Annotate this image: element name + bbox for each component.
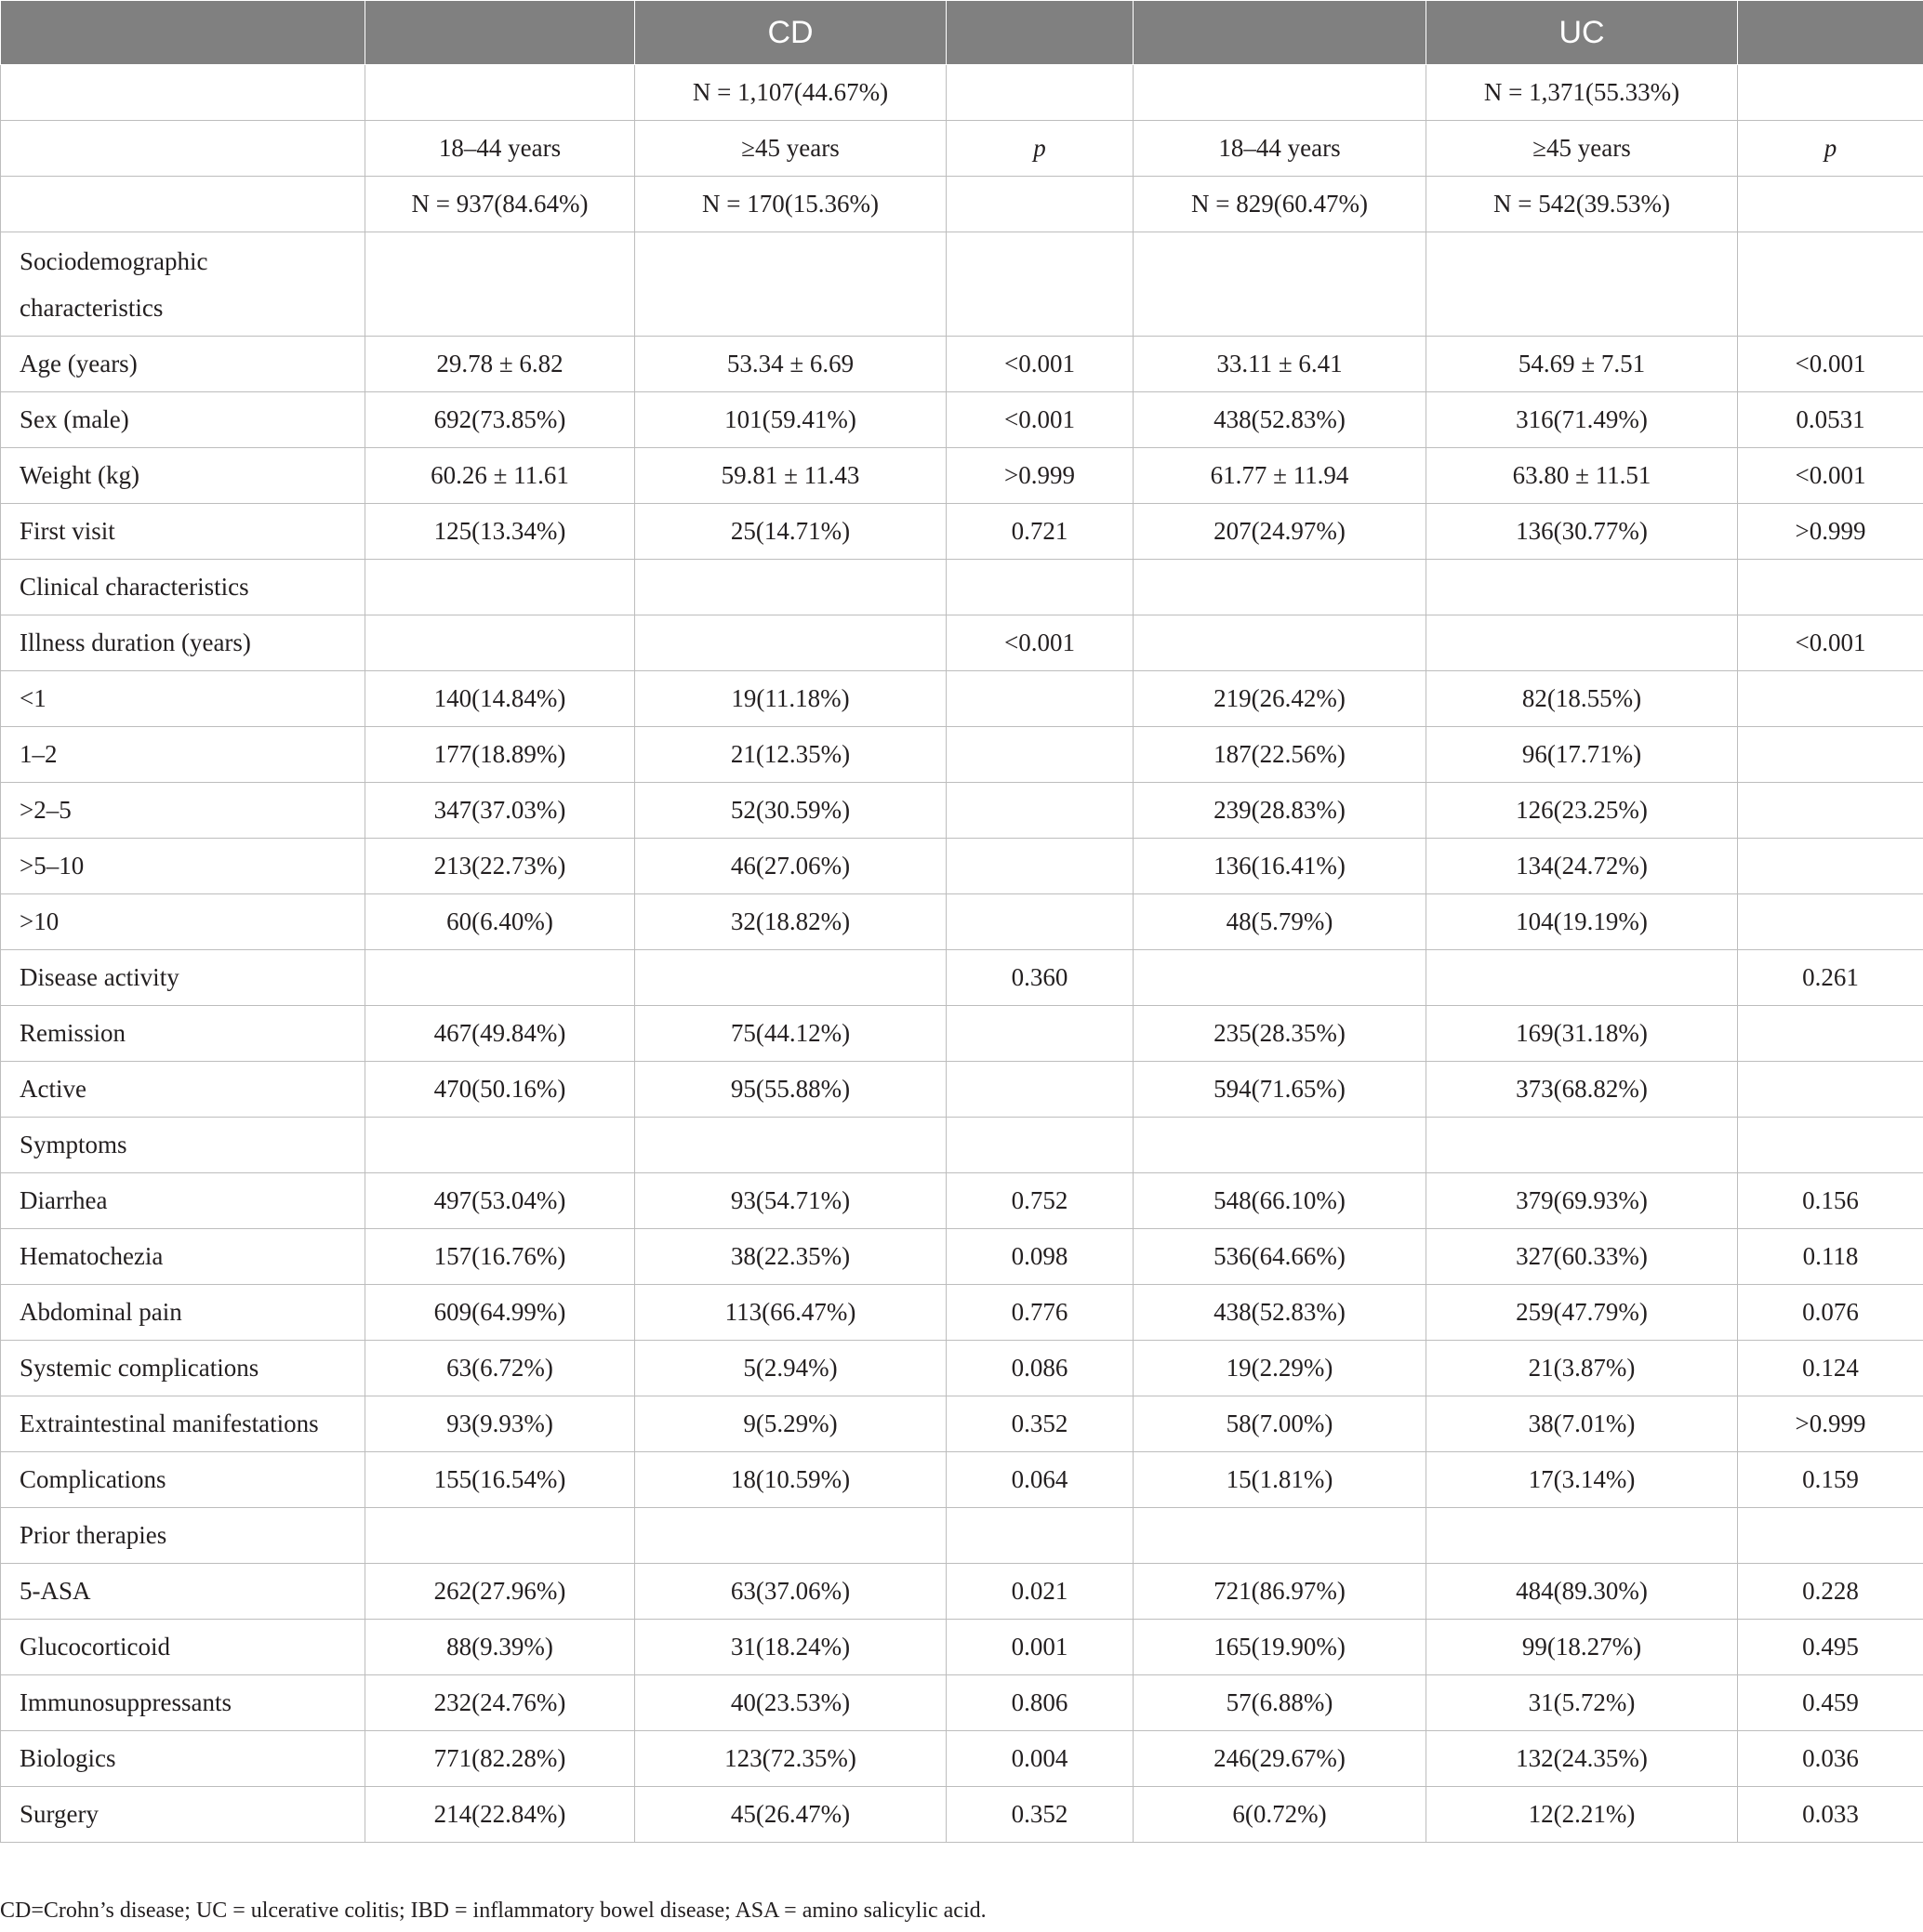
table-row [1,1173,1923,1229]
cd-old-value: 21(12.35%) [635,727,947,783]
uc-old-value: 373(68.82%) [1426,1062,1738,1118]
cd-young-value: 60.26 ± 11.61 [365,448,635,504]
uc-young-n: N = 829(60.47%) [1134,177,1426,232]
uc-p-value: 0.459 [1738,1675,1923,1731]
uc-p-value: 0.033 [1738,1787,1923,1843]
uc-old-value [1426,560,1738,615]
cd-p-value: 0.360 [947,950,1134,1006]
cd-old-value: 101(59.41%) [635,392,947,448]
uc-p-value [1738,1006,1923,1062]
uc-young-value [1134,232,1426,337]
uc-p-value [1738,727,1923,783]
table-row [1,1731,1923,1787]
uc-young-value: 6(0.72%) [1134,1787,1426,1843]
uc-old-value: 484(89.30%) [1426,1564,1738,1620]
uc-young-value [1134,950,1426,1006]
cd-young-value: 140(14.84%) [365,671,635,727]
cd-young-value: 262(27.96%) [365,1564,635,1620]
cd-old-value: 38(22.35%) [635,1229,947,1285]
uc-old-value: 136(30.77%) [1426,504,1738,560]
age-group-row [1,121,1923,177]
uc-young-value: 594(71.65%) [1134,1062,1426,1118]
row-label: 1–2 [1,727,365,783]
cd-young-value [365,560,635,615]
uc-p-value [1738,560,1923,615]
cd-young-value: 692(73.85%) [365,392,635,448]
cd-p-value [947,839,1134,894]
group-total-row [1,65,1923,121]
cd-p-value: >0.999 [947,448,1134,504]
cd-old-value: 46(27.06%) [635,839,947,894]
cd-p-value: <0.001 [947,615,1134,671]
blank-cell [1,65,365,121]
cd-p-value [947,671,1134,727]
group-header-blank [365,1,635,65]
uc-old-value [1426,950,1738,1006]
age-group-n-row [1,177,1923,232]
cd-old-value: 52(30.59%) [635,783,947,839]
uc-old-value: 54.69 ± 7.51 [1426,337,1738,392]
row-label: Systemic complications [1,1341,365,1396]
cd-young-value: 232(24.76%) [365,1675,635,1731]
row-label: Illness duration (years) [1,615,365,671]
uc-young-value: 61.77 ± 11.94 [1134,448,1426,504]
row-label: Sex (male) [1,392,365,448]
uc-p-value [1738,894,1923,950]
uc-young-value: 19(2.29%) [1134,1341,1426,1396]
uc-young-value: 187(22.56%) [1134,727,1426,783]
cd-young-value: 63(6.72%) [365,1341,635,1396]
cd-p-value: 0.806 [947,1675,1134,1731]
table-row [1,504,1923,560]
uc-p-value: 0.0531 [1738,392,1923,448]
cd-old-value: 63(37.06%) [635,1564,947,1620]
cd-p-value: 0.001 [947,1620,1134,1675]
table-row [1,392,1923,448]
blank-cell [1,177,365,232]
table-row [1,232,1923,337]
blank-cell [947,177,1134,232]
uc-p-value: <0.001 [1738,337,1923,392]
cd-old-value: 53.34 ± 6.69 [635,337,947,392]
uc-young-value [1134,1118,1426,1173]
uc-young-value [1134,615,1426,671]
cd-old-value: 123(72.35%) [635,1731,947,1787]
uc-young-value: 33.11 ± 6.41 [1134,337,1426,392]
cd-p-value [947,783,1134,839]
uc-p-value: 0.076 [1738,1285,1923,1341]
cd-young-value: 125(13.34%) [365,504,635,560]
uc-old-value: 259(47.79%) [1426,1285,1738,1341]
uc-old-value: 96(17.71%) [1426,727,1738,783]
uc-young-value: 239(28.83%) [1134,783,1426,839]
row-label: <1 [1,671,365,727]
uc-young-value: 246(29.67%) [1134,1731,1426,1787]
uc-p-value: 0.228 [1738,1564,1923,1620]
cd-old-value: 59.81 ± 11.43 [635,448,947,504]
uc-p-value: 0.036 [1738,1731,1923,1787]
row-label: Disease activity [1,950,365,1006]
uc-p-value [1738,232,1923,337]
uc-old-header: ≥45 years [1426,121,1738,177]
cd-p-value: 0.064 [947,1452,1134,1508]
cd-young-value: 214(22.84%) [365,1787,635,1843]
cd-total-n: N = 1,107(44.67%) [635,65,947,121]
cd-young-value [365,950,635,1006]
cd-old-value: 18(10.59%) [635,1452,947,1508]
blank-cell [1,121,365,177]
cd-old-value: 93(54.71%) [635,1173,947,1229]
table-row [1,1118,1923,1173]
row-label: Active [1,1062,365,1118]
row-label: Remission [1,1006,365,1062]
cd-young-value: 155(16.54%) [365,1452,635,1508]
cd-p-value: 0.021 [947,1564,1134,1620]
row-label: 5-ASA [1,1564,365,1620]
uc-old-value: 132(24.35%) [1426,1731,1738,1787]
uc-p-header: p [1738,121,1923,177]
cd-p-value: 0.098 [947,1229,1134,1285]
cd-p-value [947,560,1134,615]
uc-old-value: 12(2.21%) [1426,1787,1738,1843]
row-label: Extraintestinal manifestations [1,1396,365,1452]
uc-p-value: 0.156 [1738,1173,1923,1229]
cd-p-header: p [947,121,1134,177]
cd-p-value: 0.776 [947,1285,1134,1341]
uc-old-value: 379(69.93%) [1426,1173,1738,1229]
uc-old-value: 21(3.87%) [1426,1341,1738,1396]
cd-young-value: 467(49.84%) [365,1006,635,1062]
uc-p-value [1738,783,1923,839]
uc-p-value: 0.159 [1738,1452,1923,1508]
cd-young-value: 213(22.73%) [365,839,635,894]
cd-old-value: 25(14.71%) [635,504,947,560]
cd-young-value [365,615,635,671]
uc-total-n: N = 1,371(55.33%) [1426,65,1738,121]
blank-cell [1134,65,1426,121]
cd-young-header: 18–44 years [365,121,635,177]
uc-p-value [1738,1508,1923,1564]
uc-p-value: 0.124 [1738,1341,1923,1396]
cd-old-value [635,615,947,671]
cd-p-value: <0.001 [947,337,1134,392]
table-row [1,1341,1923,1396]
row-label: Hematochezia [1,1229,365,1285]
uc-p-value: <0.001 [1738,448,1923,504]
table-row [1,950,1923,1006]
uc-old-value [1426,1118,1738,1173]
cd-old-value [635,950,947,1006]
uc-young-value [1134,1508,1426,1564]
cd-p-value: 0.752 [947,1173,1134,1229]
cd-old-value [635,1118,947,1173]
cd-young-value: 157(16.76%) [365,1229,635,1285]
uc-p-value: <0.001 [1738,615,1923,671]
uc-young-value: 721(86.97%) [1134,1564,1426,1620]
table-row [1,1508,1923,1564]
row-label: Sociodemographic characteristics [1,232,365,337]
cd-old-value: 19(11.18%) [635,671,947,727]
uc-old-value: 104(19.19%) [1426,894,1738,950]
blank-cell [365,65,635,121]
uc-old-value: 63.80 ± 11.51 [1426,448,1738,504]
group-header-cd: CD [635,1,947,65]
uc-old-value: 327(60.33%) [1426,1229,1738,1285]
uc-young-value: 235(28.35%) [1134,1006,1426,1062]
cd-old-n: N = 170(15.36%) [635,177,947,232]
table-row [1,727,1923,783]
uc-young-value: 48(5.79%) [1134,894,1426,950]
blank-cell [1738,177,1923,232]
uc-p-value: 0.495 [1738,1620,1923,1675]
uc-old-value [1426,1508,1738,1564]
cd-young-value: 60(6.40%) [365,894,635,950]
uc-old-value: 169(31.18%) [1426,1006,1738,1062]
row-label: Diarrhea [1,1173,365,1229]
uc-p-value [1738,1118,1923,1173]
cd-old-value: 45(26.47%) [635,1787,947,1843]
row-label: Abdominal pain [1,1285,365,1341]
uc-young-value: 438(52.83%) [1134,392,1426,448]
cd-p-value: 0.086 [947,1341,1134,1396]
cd-old-value [635,560,947,615]
row-label: First visit [1,504,365,560]
uc-old-value: 82(18.55%) [1426,671,1738,727]
uc-p-value: >0.999 [1738,504,1923,560]
cd-young-value: 771(82.28%) [365,1731,635,1787]
blank-cell [947,65,1134,121]
uc-p-value: 0.118 [1738,1229,1923,1285]
table-row [1,1285,1923,1341]
cd-young-value: 609(64.99%) [365,1285,635,1341]
row-label: Symptoms [1,1118,365,1173]
table-row [1,1675,1923,1731]
row-label: >10 [1,894,365,950]
cd-p-value [947,727,1134,783]
table-row [1,448,1923,504]
uc-young-value [1134,560,1426,615]
group-header-blank [1738,1,1923,65]
table-row [1,560,1923,615]
cd-p-value [947,1508,1134,1564]
cd-p-value: 0.004 [947,1731,1134,1787]
uc-young-value: 438(52.83%) [1134,1285,1426,1341]
cd-p-value: 0.721 [947,504,1134,560]
uc-old-value: 31(5.72%) [1426,1675,1738,1731]
cd-p-value [947,894,1134,950]
cd-old-value: 40(23.53%) [635,1675,947,1731]
cd-p-value: <0.001 [947,392,1134,448]
row-label: Surgery [1,1787,365,1843]
table-row [1,615,1923,671]
uc-young-header: 18–44 years [1134,121,1426,177]
uc-young-value: 57(6.88%) [1134,1675,1426,1731]
cd-old-value [635,1508,947,1564]
uc-p-value: 0.261 [1738,950,1923,1006]
uc-young-value: 536(64.66%) [1134,1229,1426,1285]
cd-old-value: 9(5.29%) [635,1396,947,1452]
table-row [1,1620,1923,1675]
uc-old-value [1426,232,1738,337]
uc-young-value: 15(1.81%) [1134,1452,1426,1508]
table-row [1,1229,1923,1285]
cd-young-value: 88(9.39%) [365,1620,635,1675]
cd-p-value: 0.352 [947,1787,1134,1843]
table-row [1,839,1923,894]
table-row [1,1006,1923,1062]
group-header-uc: UC [1426,1,1738,65]
cd-young-value: 29.78 ± 6.82 [365,337,635,392]
cd-old-value: 32(18.82%) [635,894,947,950]
table-row [1,1396,1923,1452]
uc-young-value: 58(7.00%) [1134,1396,1426,1452]
table-row [1,1062,1923,1118]
cd-p-value [947,1062,1134,1118]
cd-p-value [947,1118,1134,1173]
uc-old-value: 17(3.14%) [1426,1452,1738,1508]
cd-young-n: N = 937(84.64%) [365,177,635,232]
row-label: Clinical characteristics [1,560,365,615]
row-label: >5–10 [1,839,365,894]
table-row [1,783,1923,839]
uc-p-value: >0.999 [1738,1396,1923,1452]
cd-p-value: 0.352 [947,1396,1134,1452]
table-row [1,671,1923,727]
row-label: Immunosuppressants [1,1675,365,1731]
group-header-row [1,1,1923,65]
cd-p-value [947,232,1134,337]
uc-young-value: 165(19.90%) [1134,1620,1426,1675]
uc-old-value: 134(24.72%) [1426,839,1738,894]
uc-young-value: 207(24.97%) [1134,504,1426,560]
row-label: Glucocorticoid [1,1620,365,1675]
uc-young-value: 136(16.41%) [1134,839,1426,894]
uc-old-n: N = 542(39.53%) [1426,177,1738,232]
cd-young-value: 497(53.04%) [365,1173,635,1229]
table-row [1,1564,1923,1620]
blank-cell [1738,65,1923,121]
cd-old-value: 113(66.47%) [635,1285,947,1341]
uc-young-value: 219(26.42%) [1134,671,1426,727]
cd-old-value [635,232,947,337]
row-label: Complications [1,1452,365,1508]
table-row [1,894,1923,950]
cd-old-header: ≥45 years [635,121,947,177]
cd-young-value [365,1508,635,1564]
cd-young-value [365,232,635,337]
uc-p-value [1738,671,1923,727]
cd-old-value: 5(2.94%) [635,1341,947,1396]
row-label: Age (years) [1,337,365,392]
uc-old-value: 38(7.01%) [1426,1396,1738,1452]
uc-p-value [1738,839,1923,894]
cd-old-value: 75(44.12%) [635,1006,947,1062]
uc-old-value: 99(18.27%) [1426,1620,1738,1675]
cd-old-value: 95(55.88%) [635,1062,947,1118]
cd-young-value [365,1118,635,1173]
group-header-blank [1134,1,1426,65]
uc-old-value: 126(23.25%) [1426,783,1738,839]
row-label: Biologics [1,1731,365,1787]
cd-old-value: 31(18.24%) [635,1620,947,1675]
uc-old-value: 316(71.49%) [1426,392,1738,448]
table-row [1,337,1923,392]
table-row [1,1787,1923,1843]
group-header-blank [947,1,1134,65]
table-footnote: CD=Crohn’s disease; UC = ulcerative colitis; IBD = inflammatory bowel disease; ASA = amino salicylic acid. [0,1899,987,1923]
uc-old-value [1426,615,1738,671]
uc-young-value: 548(66.10%) [1134,1173,1426,1229]
cd-p-value [947,1006,1134,1062]
cd-young-value: 177(18.89%) [365,727,635,783]
row-label: >2–5 [1,783,365,839]
group-header-blank [1,1,365,65]
cd-young-value: 347(37.03%) [365,783,635,839]
cd-young-value: 470(50.16%) [365,1062,635,1118]
row-label: Prior therapies [1,1508,365,1564]
table-row [1,1452,1923,1508]
uc-p-value [1738,1062,1923,1118]
cd-young-value: 93(9.93%) [365,1396,635,1452]
row-label: Weight (kg) [1,448,365,504]
